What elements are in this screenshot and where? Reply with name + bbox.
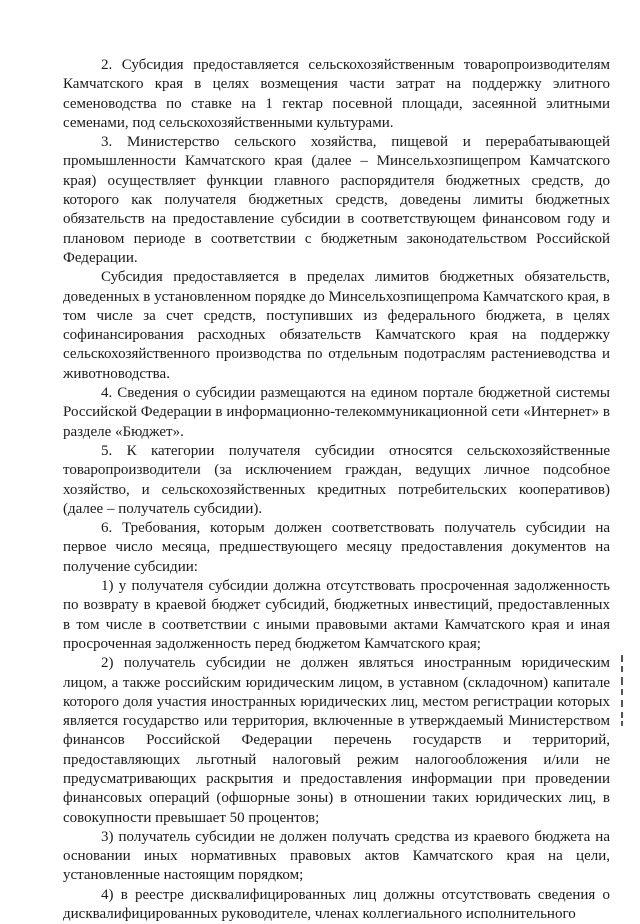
requirement-3-other-funds: 3) получатель субсидии не должен получать средства из краевого бюджета на основании иных нормативных правовых актов Камчатского края на цели, установленные настоящим порядком;	[63, 828, 610, 884]
requirement-4-disqualified: 4) в реестре дисквалифицированных лиц должны отсутствовать сведения о дисквалифицированных руководителе, членах коллегиального исполнительного	[63, 886, 610, 923]
paragraph-subsidy-limits: Субсидия предоставляется в пределах лимитов бюджетных обязательств, доведенных в установленном порядке до Минсельхозпищепрома Камчатского края, в том числе за счет средств, поступивших из федерального бюджета, в целях софинансирования расходных обязательств Камчатского края на поддержку сельскохозяйственного производства по отдельным подотраслям растениеводства и животноводства.	[63, 269, 610, 382]
requirement-2-foreign-entity: 2) получатель субсидии не должен являться иностранным юридическим лицом, а также российским юридическим лицом, в уставном (складочном) капитале которого доля участия иностранных юридических лиц, местом регистрации которых является государство или территория, включенные в утверждаемый Министерством финансов Российской Федерации перечень государств и территорий, предоставляющих льготный налоговый режим налогообложения и/или не предусматривающих раскрытия и предоставления информации при проведении финансовых операций (офшорные зоны) в отношении таких юридических лиц, в совокупности превышает 50 процентов;	[63, 655, 610, 826]
paragraph-5-recipient-category: 5. К категории получателя субсидии относятся сельскохозяйственные товаропроизводители (за исключением граждан, ведущих личное подсобное хозяйство, и сельскохозяйственных кредитных потребительских кооперативов) (далее – получатель субсидии).	[63, 442, 610, 517]
paragraph-6-requirements: 6. Требования, которым должен соответствовать получатель субсидии на первое число месяца, предшествующего месяцу предоставления документов на получение субсидии:	[63, 520, 610, 575]
requirement-1-debt: 1) у получателя субсидии должна отсутствовать просроченная задолженность по возврату в краевой бюджет субсидий, бюджетных инвестиций, предоставленных в том числе в соответствии с иными правовыми актами Камчатского края и иная просроченная задолженность перед бюджетом Камчатского края;	[63, 578, 610, 652]
margin-mark	[620, 655, 626, 727]
document-page	[63, 56, 610, 924]
paragraph-4-portal: 4. Сведения о субсидии размещаются на едином портале бюджетной системы Российской Федерации в информационно-телекоммуникационной сети «Интернет» в разделе «Бюджет».	[63, 385, 610, 440]
paragraph-2-subsidy-purpose: 2. Субсидия предоставляется сельскохозяйственным товаропроизводителям Камчатского края в целях возмещения части затрат на поддержку элитного семеноводства по ставке на 1 гектар посевной площади, засеянной элитными семенами, под сельскохозяйственными культурами.	[63, 57, 610, 131]
paragraph-3-ministry: 3. Министерство сельского хозяйства, пищевой и перерабатывающей промышленности Камчатского края (далее – Минсельхозпищепром Камчатского края) осуществляет функции главного распорядителя бюджетных средств, до которого как получателя бюджетных средств, доведены лимиты бюджетных обязательств на предоставление субсидии в соответствующем финансовом году и плановом периоде в соответствии с бюджетным законодательством Российской Федерации.	[63, 134, 610, 266]
